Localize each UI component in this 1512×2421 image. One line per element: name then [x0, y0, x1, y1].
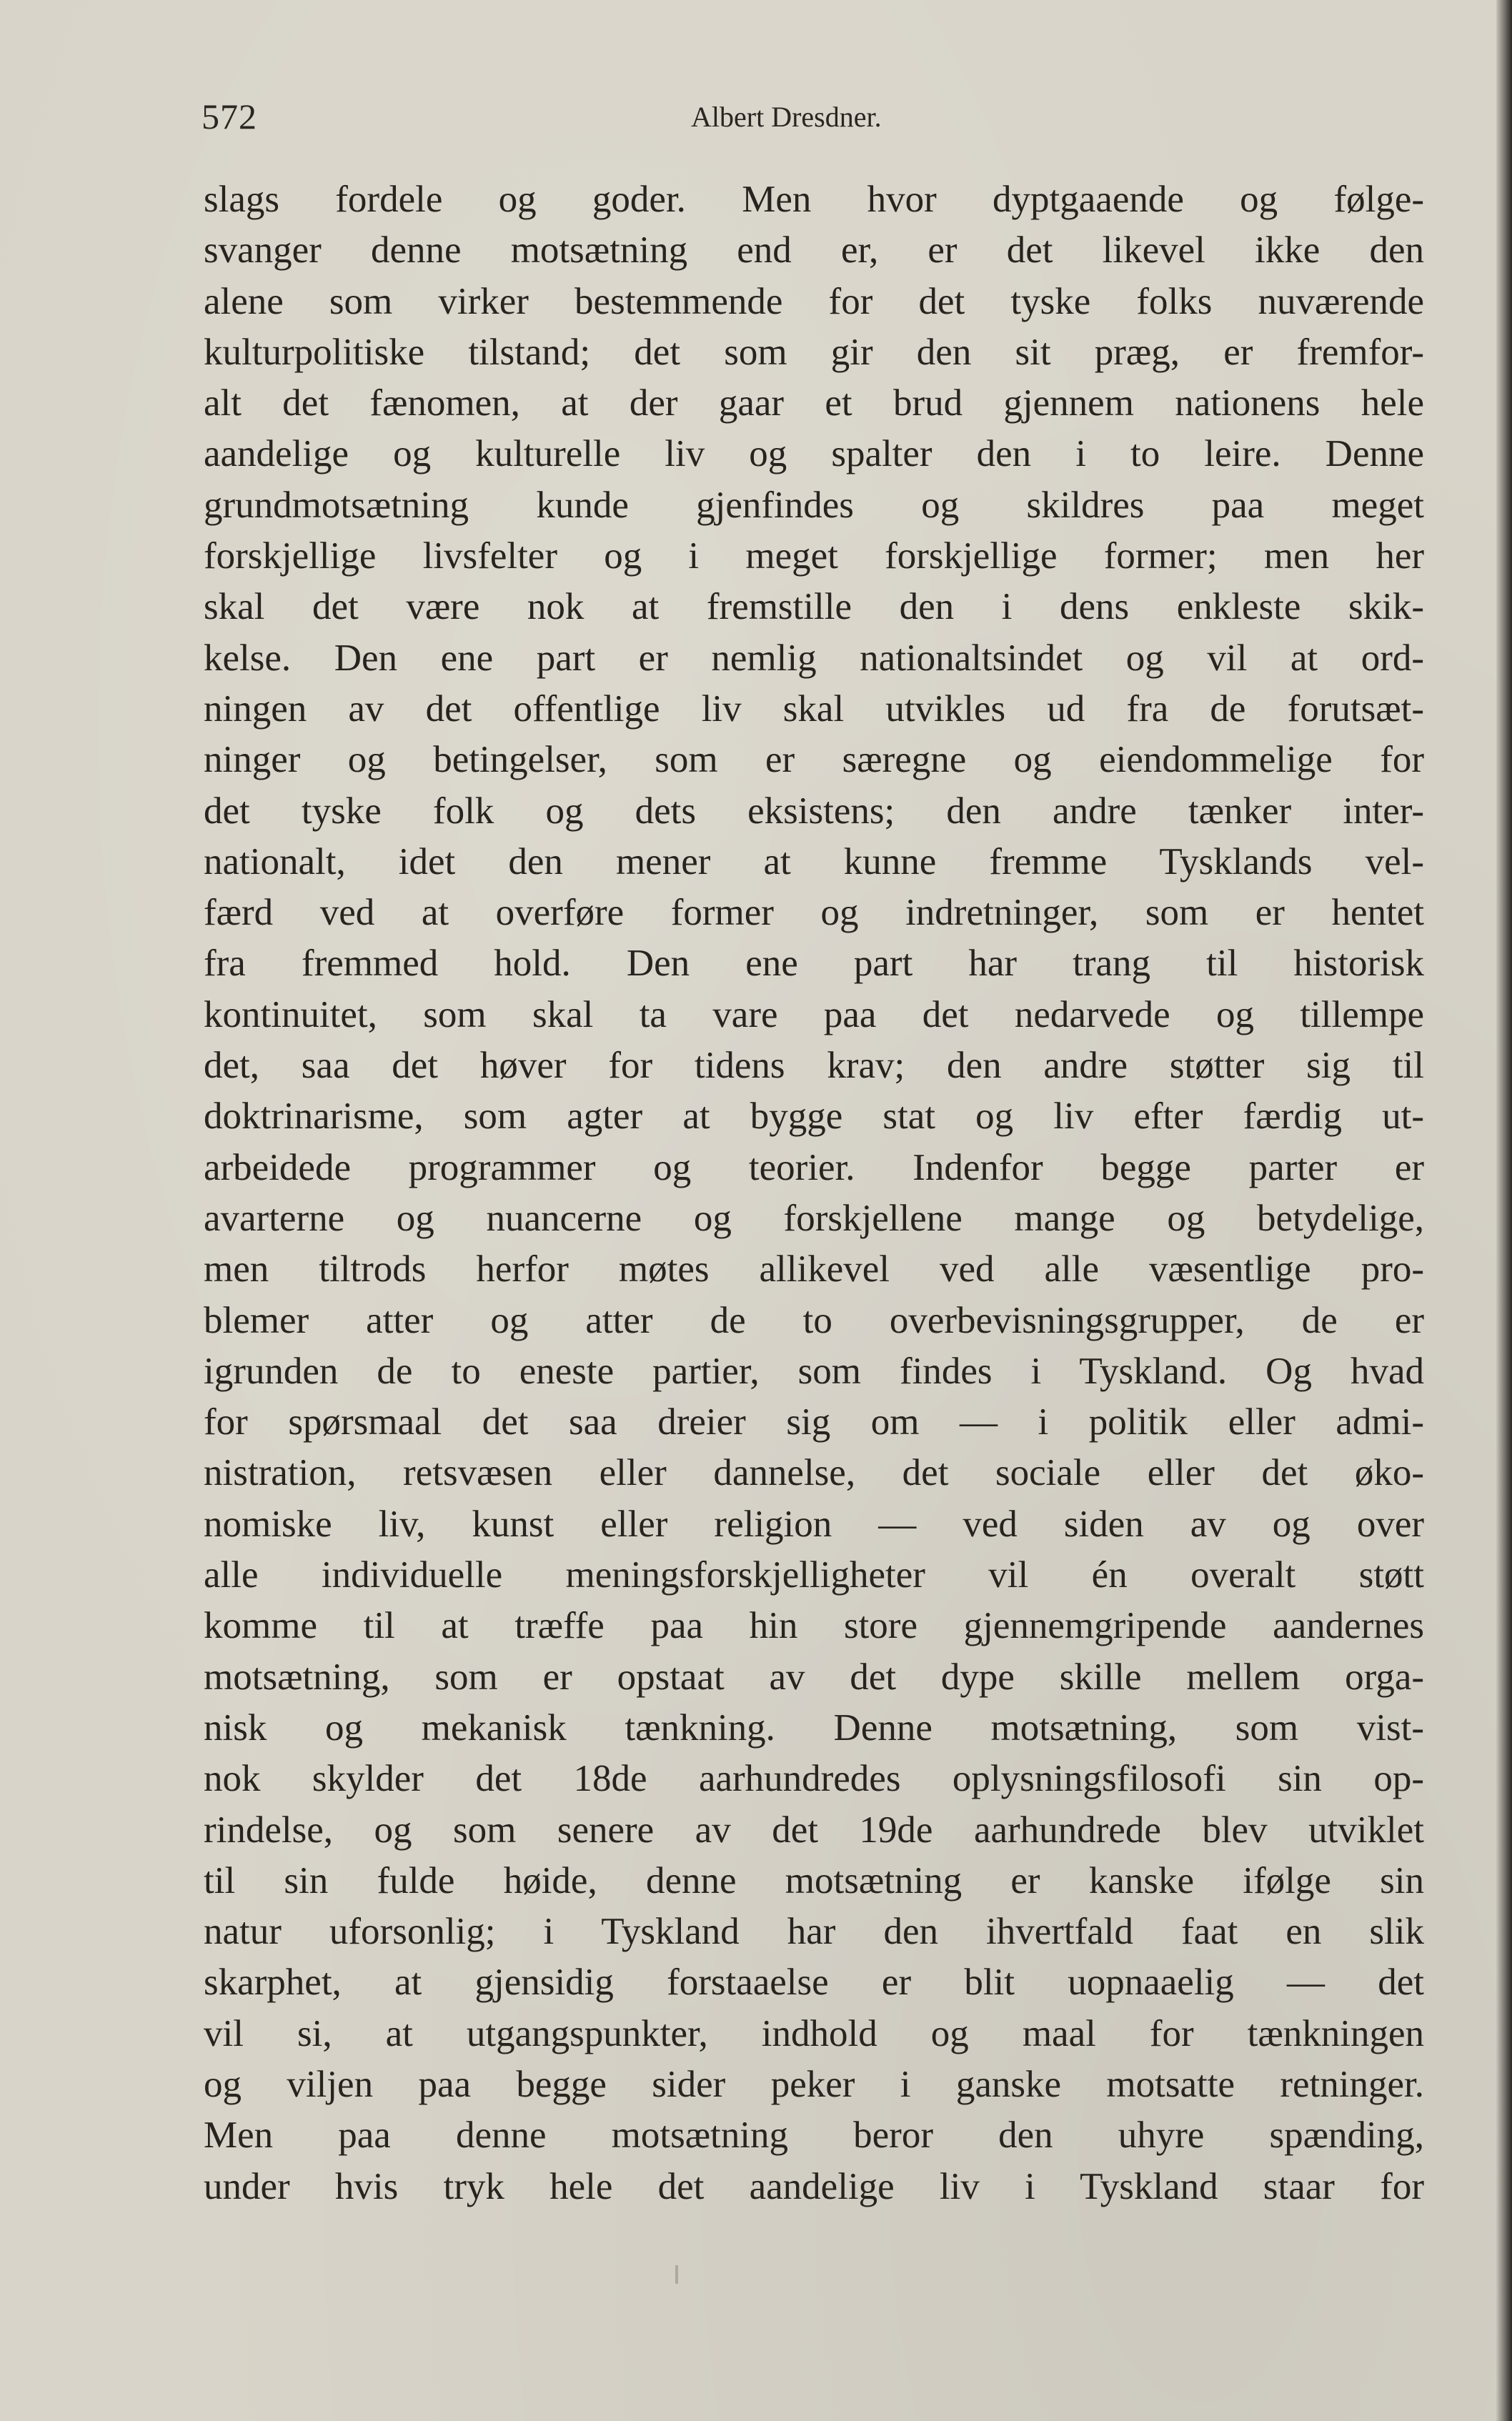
text-line: kelse. Den ene part er nemlig nationaltsindet og vil at ord- [204, 637, 1424, 679]
text-line: nisk og mekanisk tænkning. Denne motsætning, som vist- [204, 1706, 1424, 1749]
page-number: 572 [202, 96, 257, 136]
text-line: svanger denne motsætning end er, er det likevel ikke den [204, 229, 1424, 272]
body-text [204, 174, 1424, 2212]
text-line: for spørsmaal det saa dreier sig om — i politik eller admi- [204, 1401, 1424, 1443]
text-line: slags fordele og goder. Men hvor dyptgaaende og følge- [204, 179, 1424, 220]
text-line: nok skylder det 18de aarhundredes oplysningsfilosofi sin op- [204, 1758, 1424, 1800]
text-line: Men paa denne motsætning beror den uhyre spænding, [204, 2114, 1424, 2157]
text-line: motsætning, som er opstaat av det dype skille mellem orga- [204, 1656, 1424, 1698]
running-head [202, 91, 1423, 141]
text-line: rindelse, og som senere av det 19de aarhundrede blev utviklet [204, 1809, 1424, 1851]
text-line: til sin fulde høide, denne motsætning er kanske ifølge sin [204, 1859, 1424, 1901]
text-line: ninger og betingelser, som er særegne og eiendommelige for [204, 739, 1424, 781]
text-line: det tyske folk og dets eksistens; den andre tænker inter- [204, 790, 1424, 832]
text-line: blemer atter og atter de to overbevisningsgrupper, de er [204, 1299, 1424, 1341]
paper-mark [675, 2265, 678, 2284]
text-line: skal det være nok at fremstille den i dens enkleste skik- [204, 586, 1424, 628]
text-line: ningen av det offentlige liv skal utvikles ud fra de forutsæt- [204, 687, 1424, 730]
text-line: kontinuitet, som skal ta vare paa det nedarvede og tillempe [204, 993, 1424, 1035]
text-line: igrunden de to eneste partier, som findes i Tyskland. Og hvad [204, 1350, 1424, 1392]
text-line: grundmotsætning kunde gjenfindes og skildres paa meget [204, 484, 1424, 526]
text-line: komme til at træffe paa hin store gjennemgripende aandernes [204, 1605, 1424, 1647]
running-head-author: Albert Dresdner. [691, 101, 882, 133]
page-edge-shadow [1496, 0, 1512, 2421]
text-line: nomiske liv, kunst eller religion — ved siden av og over [204, 1503, 1424, 1545]
text-line: natur uforsonlig; i Tyskland har den ihvertfald faat en slik [204, 1911, 1424, 1953]
text-line: det, saa det høver for tidens krav; den andre støtter sig til [204, 1045, 1424, 1087]
text-line: nistration, retsvæsen eller dannelse, det sociale eller det øko- [204, 1452, 1424, 1494]
text-line: og viljen paa begge sider peker i ganske motsatte retninger. [204, 2063, 1424, 2105]
text-line: alle individuelle meningsforskjelligheter vil én overalt støtt [204, 1554, 1424, 1596]
text-line: men tiltrods herfor møtes allikevel ved alle væsentlige pro- [204, 1248, 1424, 1291]
text-line: arbeidede programmer og teorier. Indenfor begge parter er [204, 1146, 1424, 1188]
text-line: skarphet, at gjensidig forstaaelse er blit uopnaaelig — det [204, 1962, 1424, 2004]
text-line: doktrinarisme, som agter at bygge stat og liv efter færdig ut- [204, 1095, 1424, 1138]
text-line: aandelige og kulturelle liv og spalter den i to leire. Denne [204, 433, 1424, 475]
text-line: avarterne og nuancerne og forskjellene mange og betydelige, [204, 1197, 1424, 1239]
text-line: under hvis tryk hele det aandelige liv i Tyskland staar for [204, 2165, 1424, 2207]
text-line: fra fremmed hold. Den ene part har trang til historisk [204, 943, 1424, 985]
text-line: færd ved at overføre former og indretninger, som er hentet [204, 892, 1424, 934]
text-line: alt det fænomen, at der gaar et brud gjennem nationens hele [204, 382, 1424, 424]
text-line: vil si, at utgangspunkter, indhold og maal for tænkningen [204, 2012, 1424, 2054]
text-line: kulturpolitiske tilstand; det som gir den sit præg, er fremfor- [204, 331, 1424, 373]
text-line: forskjellige livsfelter og i meget forskjellige former; men her [204, 535, 1424, 577]
text-line: alene som virker bestemmende for det tyske folks nuværende [204, 280, 1424, 322]
text-line: nationalt, idet den mener at kunne fremme Tysklands vel- [204, 840, 1424, 883]
